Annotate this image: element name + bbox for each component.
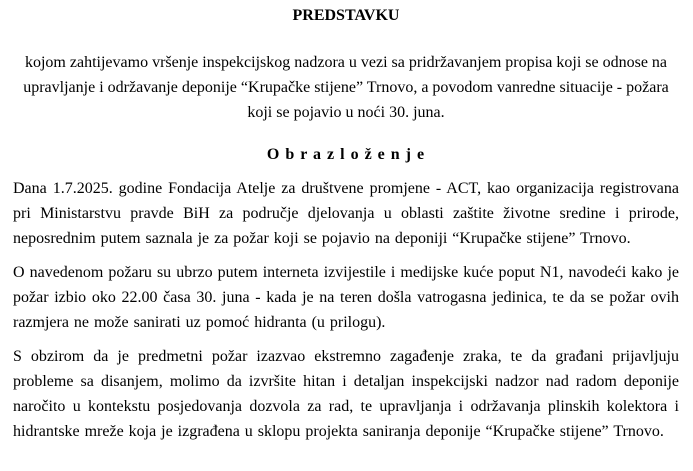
page-title: PREDSTAVKU — [292, 7, 400, 24]
body-paragraph-2: O navedenom požaru su ubrzo putem interneta izvijestile i medijske kuće poput N1, navodeći kako je požar izbio oko 22.00 časa 30. juna - kada je na teren došla vatrogasna jedinica, te da se požar ovih razmjera ne može sanirati uz pomoć hidranta (u prilogu). — [13, 264, 679, 331]
section-heading: O b r a z l o ž e n j e — [266, 146, 426, 163]
body-paragraph-1: Dana 1.7.2025. godine Fondacija Atelje za društvene promjene - ACT, kao organizacija registrovana pri Ministarstvu pravde BiH za područje djelovanja u oblasti zaštite životne sredine i prirode, neposrednim putem saznala je za požar koji se pojavio na deponiji “Krupačke stijene” Trnovo. — [13, 180, 679, 247]
body-paragraph-3: S obzirom da je predmetni požar izazvao ekstremno zagađenje zraka, te da građani prijavljuju probleme sa disanjem, molimo da izvršite hitan i detaljan inspekcijski nadzor nad radom deponije naročito u kontekstu posjedovanja dozvola za rad, te upravljanja i održavanja plinskih kolektora i hidrantske mreže koja je izgrađena u sklopu projekta saniranja deponije “Krupačke stijene” Trnovo. — [13, 348, 679, 440]
intro-paragraph: kojom zahtijevamo vršenje inspekcijskog nadzora u vezi sa pridržavanjem propisa koji se odnose na upravljanje i održavanje deponije “Krupačke stijene” Trnovo, a povodom vanredne situacije - požara koji se pojavio u noći 30. juna. — [23, 54, 669, 121]
document-page — [0, 3, 693, 471]
